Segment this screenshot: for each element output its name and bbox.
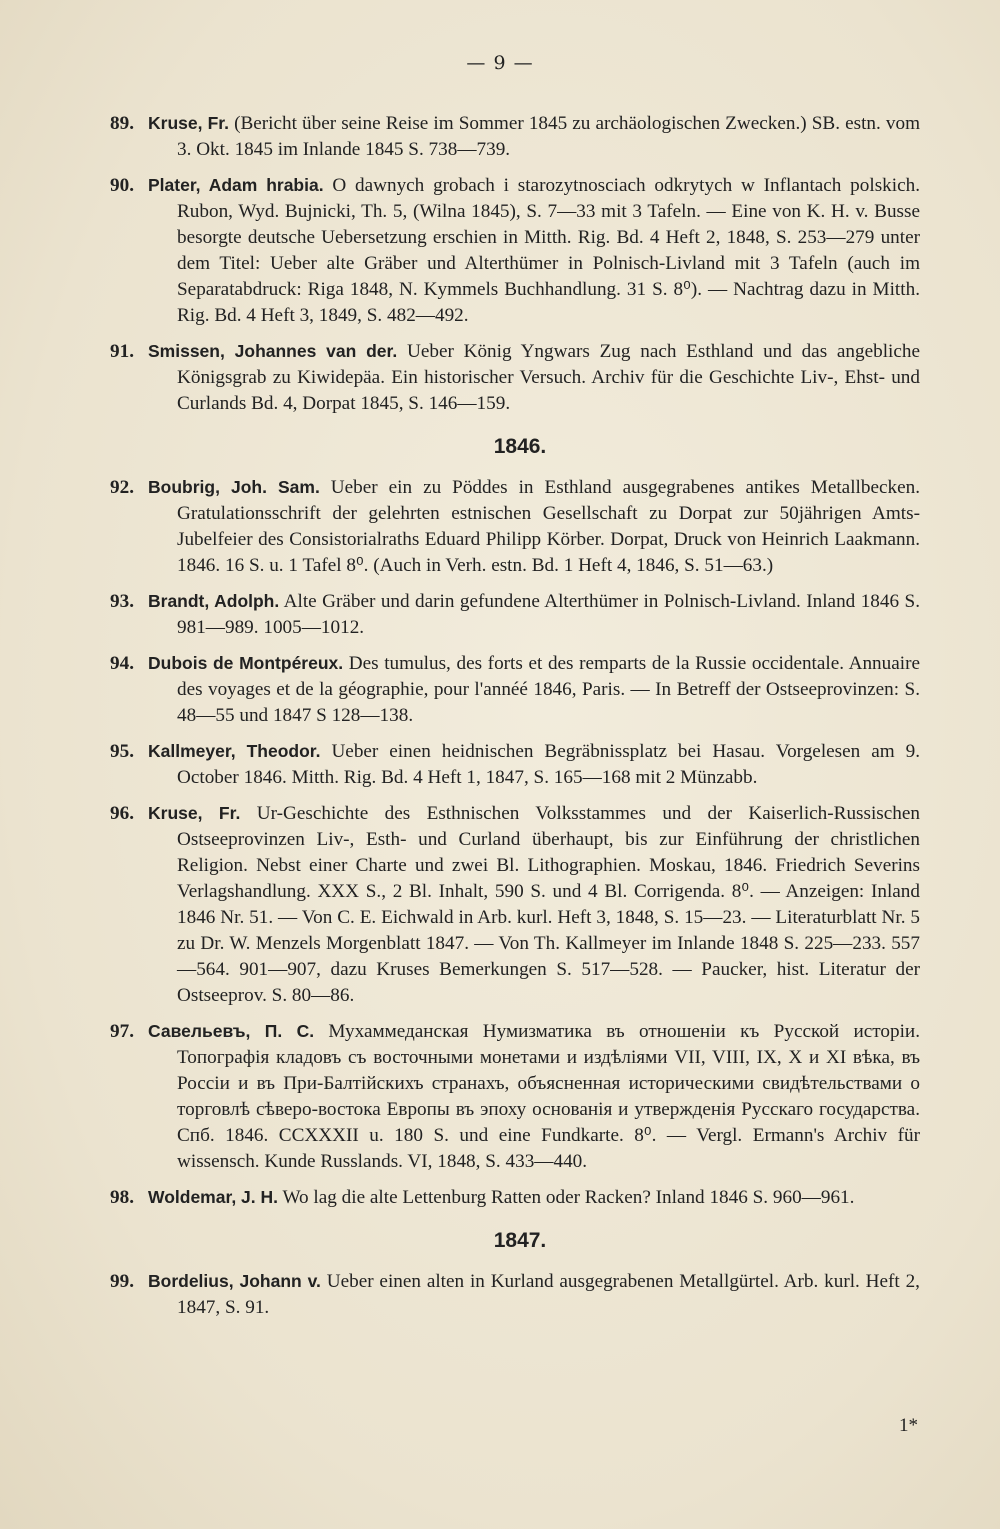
year-heading-1847: 1847. — [493, 1229, 547, 1252]
entry-text: Des tumulus, des forts et des remparts de la Russie occidentale. Annuaire des voyages et de la géographie, pour l'annéé 1846, Paris. — In Betreff der Ostseeprovinzen: S. 48—55 und 1847 S 128—138. — [177, 653, 921, 726]
entry-group-1846 — [110, 474, 920, 1211]
entry-text: Мухаммеданская Нумизматика въ отношенiи къ Русской исторiи. Топографiя кладовъ съ восточными монетами и издѣлiями VII, VIII, IX, X и XI вѣка, въ Россiи и въ При-Балтiйскихъ странахъ, объясненная историческими свидѣтельствами о торговлѣ сѣверо-востока Европы въ эпоху основанiя и утвержденiя Русскаго государства. Спб. 1846. CCXXXII u. 180 S. und eine Fundkarte. 8⁰. — Vergl. Ermann's Archiv für wissensch. Kunde Russlands. VI, 1848, S. 433—440. — [177, 1021, 920, 1172]
bibliography-entry-97 — [110, 1018, 920, 1175]
page-number: — 9 — — [466, 52, 534, 74]
entry-number: 99. — [110, 1271, 134, 1292]
entry-author: Савельевъ, П. С. — [148, 1021, 315, 1041]
entry-text: O dawnych grobach i starozytnosciach odkrytych w Inflantach polskich. Rubon, Wyd. Bujnicki, Th. 5, (Wilna 1845), S. 7—33 mit 3 Tafeln. — Eine von K. H. v. Busse besorgte deutsche Uebersetzung erschien in Mitth. Rig. Bd. 4 Heft 2, 1848, S. 253—279 unter dem Titel: Ueber alte Gräber und Alterthümer in Polnisch-Livland mit 3 Tafeln (auch im Separatabdruck: Riga 1848, N. Kymmels Buchhandlung. 31 S. 8⁰). — Nachtrag dazu in Mitth. Rig. Bd. 4 Heft 3, 1849, S. 482—492. — [177, 175, 920, 326]
entry-number: 91. — [110, 341, 134, 362]
bibliography-entry-89 — [110, 110, 920, 163]
bibliography-entry-90 — [110, 172, 920, 329]
entry-text: Ueber einen heidnischen Begräbnissplatz bei Hasau. Vorgelesen am 9. October 1846. Mitth. Rig. Bd. 4 Heft 1, 1847, S. 165—168 mit 2 Münzabb. — [177, 741, 920, 788]
bibliography-entry-93 — [110, 588, 920, 641]
entry-author: Brandt, Adolph. — [148, 591, 280, 611]
entry-text: Ueber ein zu Pöddes in Esthland ausgegrabenes antikes Metallbecken. Gratulationsschrift der gelehrten estnischen Gesellschaft zu Dorpat zur 50jährigen Amts-Jubelfeier des Consistorialraths Eduard Philipp Körber. Dorpat, Druck von Heinrich Laakmann. 1846. 16 S. u. 1 Tafel 8⁰. (Auch in Verh. estn. Bd. 1 Heft 4, 1846, S. 51—63.) — [177, 477, 920, 576]
entry-number: 92. — [110, 477, 134, 498]
entry-text: Wo lag die alte Lettenburg Ratten oder Racken? Inland 1846 S. 960—961. — [278, 1187, 855, 1208]
entry-text: (Bericht über seine Reise im Sommer 1845 zu archäologischen Zwecken.) SB. estn. vom 3. Okt. 1845 im Inlande 1845 S. 738—739. — [177, 113, 920, 160]
entry-author: Smissen, Johannes van der. — [148, 341, 398, 361]
entry-number: 98. — [110, 1187, 134, 1208]
entry-number: 93. — [110, 591, 134, 612]
entry-author: Boubrig, Joh. Sam. — [148, 477, 320, 497]
entry-author: Kruse, Fr. — [148, 803, 241, 823]
bibliography-entry-98 — [110, 1184, 920, 1211]
bibliography-list — [110, 110, 920, 1330]
entry-author: Plater, Adam hrabia. — [148, 175, 324, 195]
year-heading-1846: 1846. — [493, 435, 547, 458]
bibliography-entry-96 — [110, 800, 920, 1009]
entry-author: Woldemar, J. H. — [148, 1187, 278, 1207]
signature-mark: 1* — [899, 1415, 918, 1436]
entry-group-1845 — [110, 110, 920, 417]
entry-author: Kallmeyer, Theodor. — [148, 741, 321, 761]
entry-number: 94. — [110, 653, 134, 674]
entry-author: Dubois de Montpéreux. — [148, 653, 344, 673]
entry-text: Ur-Geschichte des Esthnischen Volksstammes und der Kaiserlich-Russischen Ostseeprovinzen Liv-, Esth- und Curland überhaupt, bis zur Einführung der christlichen Religion. Nebst einer Charte und zwei Bl. Lithographien. Moskau, 1846. Friedrich Severins Verlagshandlung. XXX S., 2 Bl. Inhalt, 590 S. und 4 Bl. Corrigenda. 8⁰. — Anzeigen: Inland 1846 Nr. 51. — Von C. E. Eichwald in Arb. kurl. Heft 3, 1848, S. 15—23. — Literaturblatt Nr. 5 zu Dr. W. Menzels Morgenblatt 1847. — Von Th. Kallmeyer im Inlande 1848 S. 225—233. 557—564. 901—907, dazu Kruses Bemerkungen S. 517—528. — Paucker, hist. Literatur der Ostseeprov. S. 80—86. — [177, 803, 920, 1006]
entry-number: 96. — [110, 803, 134, 824]
entry-text: Ueber einen alten in Kurland ausgegrabenen Metallgürtel. Arb. kurl. Heft 2, 1847, S. 91. — [177, 1271, 920, 1318]
entry-text: Alte Gräber und darin gefundene Alterthümer in Polnisch-Livland. Inland 1846 S. 981—989. 1005—1012. — [177, 591, 920, 638]
entry-number: 95. — [110, 741, 134, 762]
entry-author: Kruse, Fr. — [148, 113, 230, 133]
entry-number: 97. — [110, 1021, 134, 1042]
entry-number: 89. — [110, 113, 134, 134]
bibliography-entry-95 — [110, 738, 920, 791]
bibliography-entry-94 — [110, 650, 920, 729]
bibliography-entry-91 — [110, 338, 920, 417]
bibliography-entry-99 — [110, 1268, 920, 1321]
entry-text: Ueber König Yngwars Zug nach Esthland und das angebliche Königsgrab zu Kiwidepäa. Ein historischer Versuch. Archiv für die Geschichte Liv-, Ehst- und Curlands Bd. 4, Dorpat 1845, S. 146—159. — [177, 341, 921, 414]
entry-group-1847 — [110, 1268, 920, 1321]
entry-author: Bordelius, Johann v. — [148, 1271, 321, 1291]
entry-number: 90. — [110, 175, 134, 196]
bibliography-entry-92 — [110, 474, 920, 579]
